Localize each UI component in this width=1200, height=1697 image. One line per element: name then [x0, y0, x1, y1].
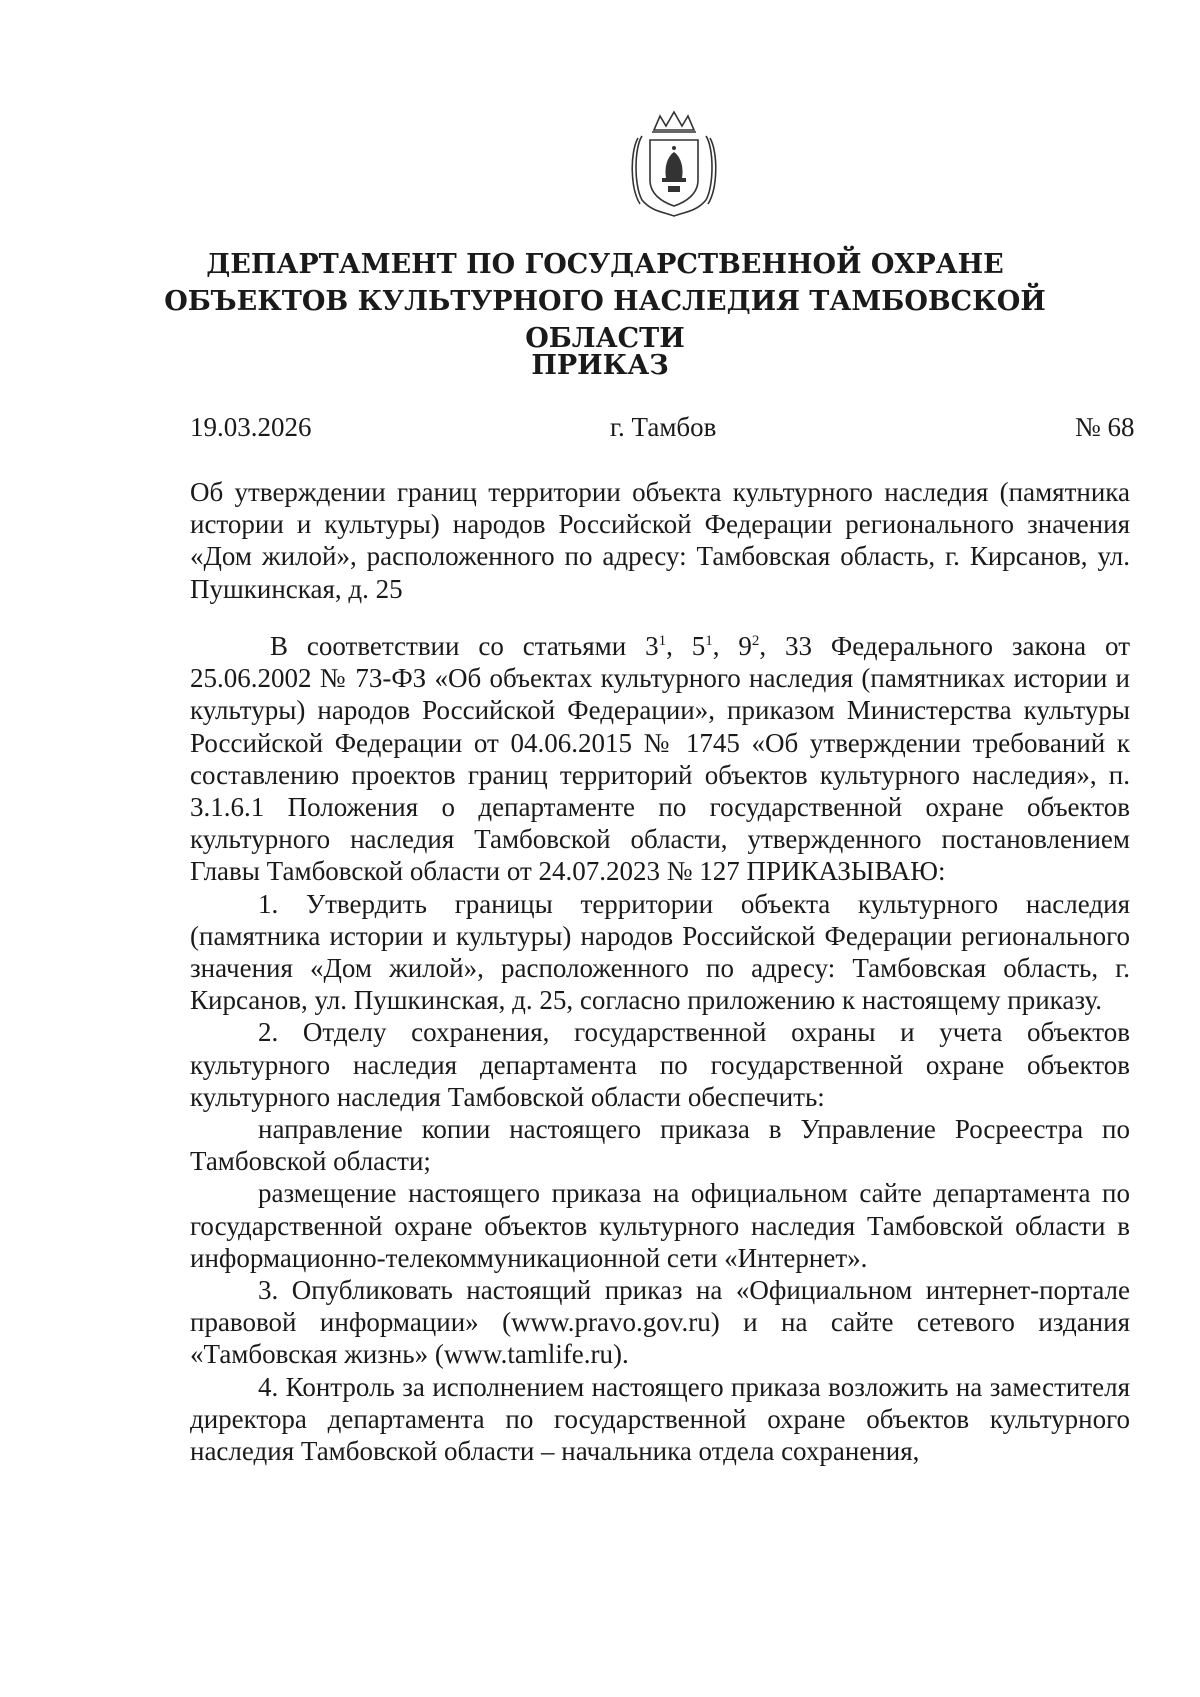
coat-of-arms-icon — [628, 108, 720, 220]
organization-name: ДЕПАРТАМЕНТ ПО ГОСУДАРСТВЕННОЙ ОХРАНЕ ОБЪЕКТОВ КУЛЬТУРНОГО НАСЛЕДИЯ ТАМБОВСКОЙ ОБЛАСТИ — [164, 249, 1046, 354]
order-item-2b: размещение настоящего приказа на официальном сайте департамента по государственной охране объектов культурного наследия Тамбовской области в информационно-телекоммуникационной сети «Интернет». — [190, 1178, 1130, 1273]
preamble-text-3: , 9 — [712, 631, 752, 661]
order-item-4: 4. Контроль за исполнением настоящего приказа возложить на заместителя директора департамента по государственной охране объектов культурного наследия Тамбовской области – начальника отдела сохранения, — [190, 1371, 1130, 1467]
superscript: 1 — [658, 633, 667, 649]
document-body — [190, 630, 1130, 1467]
preamble-text-2: , 5 — [666, 631, 706, 661]
superscript: 2 — [751, 633, 760, 649]
order-item-3: 3. Опубликовать настоящий приказ на «Официальном интернет-портале правовой информации» (www.pravo.gov.ru) и на сайте сетевого издания «Тамбовская жизнь» (www.tamlife.ru). — [190, 1275, 1130, 1370]
preamble-text-4: , 33 Федерального закона от 25.06.2002 № 73-ФЗ «Об объектах культурного наследия (памятниках истории и культуры) народов Российской Федерации», приказом Министерства культуры Российской Федерации от 04.06.2015 № 1745 «Об утверждении требований к составлению проектов границ территорий объектов культурного наследия», п. 3.1.6.1 Положения о департаменте по государственной охране объектов культурного наследия Тамбовской области, утвержденного постановлением Главы Тамбовской области от 24.07.2023 № 127 ПРИКАЗЫВАЮ: — [190, 631, 1130, 887]
document-type: ПРИКАЗ — [531, 350, 669, 381]
order-item-2a: направление копии настоящего приказа в Управление Росреестра по Тамбовской области; — [190, 1114, 1130, 1177]
superscript: 1 — [705, 633, 713, 649]
document-city: г. Тамбов — [610, 412, 717, 442]
preamble-paragraph — [190, 630, 1130, 888]
order-item-2: 2. Отделу сохранения, государственной охраны и учета объектов культурного наследия департамента по государственной охране объектов культурного наследия Тамбовской области обеспечить: — [190, 1017, 1130, 1112]
order-item-1: 1. Утвердить границы территории объекта культурного наследия (памятника истории и культуры) народов Российской Федерации регионального значения «Дом жилой», расположенного по адресу: Тамбовская область, г. Кирсанов, ул. Пушкинская, д. 25, согласно приложению к настоящему приказу. — [190, 888, 1130, 1016]
document-number: № 68 — [1075, 412, 1135, 442]
preamble-text-1: В соответствии со статьями 3 — [270, 631, 659, 661]
document-date: 19.03.2026 — [190, 412, 312, 442]
document-subject: Об утверждении границ территории объекта культурного наследия (памятника истории и культуры) народов Российской Федерации регионального значения «Дом жилой», расположенного по адресу: Тамбовская область, г. Кирсанов, ул. Пушкинская, д. 25 — [190, 477, 1130, 604]
